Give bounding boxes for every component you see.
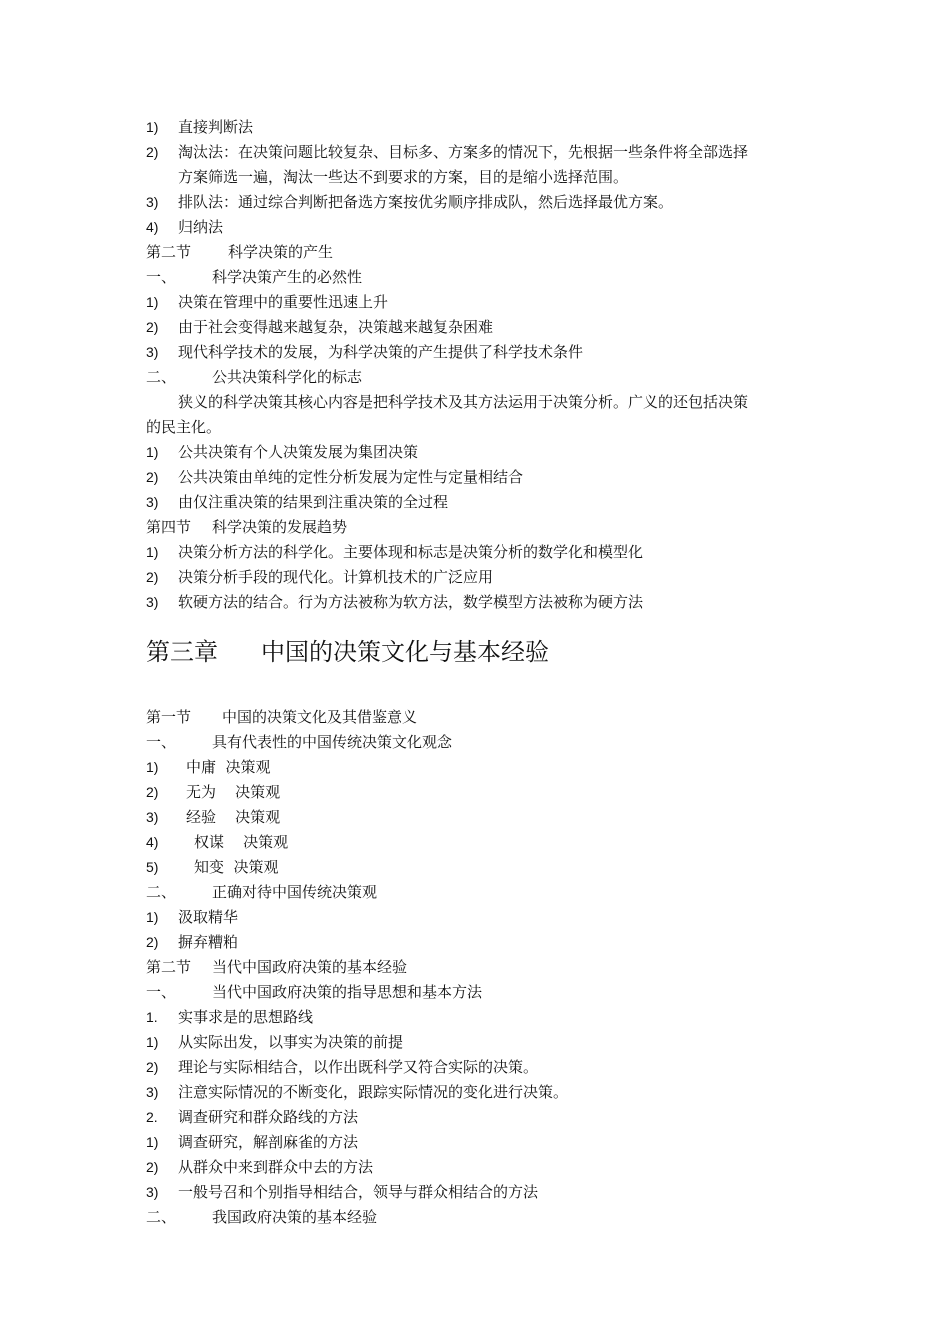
subsection-title: 科学决策产生的必然性 xyxy=(212,268,363,286)
list-item xyxy=(146,1030,816,1055)
paragraph-text: 的民主化。 xyxy=(146,418,222,436)
list-number: 1. xyxy=(146,1009,158,1025)
list-number: 1) xyxy=(146,119,159,135)
subsection-label: 二、 xyxy=(146,368,177,386)
section-title: 科学决策的发展趋势 xyxy=(212,518,348,536)
list-number: 3) xyxy=(146,594,159,610)
list-item xyxy=(146,1130,816,1155)
list-text: 调查研究和群众路线的方法 xyxy=(178,1108,359,1126)
subsection-label: 一、 xyxy=(146,733,177,751)
list-item xyxy=(146,805,816,830)
subsection-title: 具有代表性的中国传统决策文化观念 xyxy=(212,733,453,751)
list-item xyxy=(146,1180,816,1205)
list-text: 理论与实际相结合，以作出既科学又符合实际的决策。 xyxy=(178,1058,539,1076)
section-label: 第二节 xyxy=(146,243,192,261)
list-item xyxy=(146,490,816,515)
list-item xyxy=(146,315,816,340)
list-item xyxy=(146,465,816,490)
list-text: 公共决策有个人决策发展为集团决策 xyxy=(178,443,419,461)
list-text: 权谋 决策观 xyxy=(194,833,289,851)
list-text: 摒弃糟粕 xyxy=(178,933,239,951)
list-text: 直接判断法 xyxy=(178,118,254,136)
list-number: 3) xyxy=(146,344,159,360)
subsection-heading xyxy=(146,880,816,905)
list-text: 从群众中来到群众中去的方法 xyxy=(178,1158,374,1176)
list-item xyxy=(146,780,816,805)
list-number: 3) xyxy=(146,809,159,825)
list-number: 2) xyxy=(146,144,159,160)
list-item xyxy=(146,1055,816,1080)
list-text: 汲取精华 xyxy=(178,908,239,926)
list-item xyxy=(146,1080,816,1105)
list-item xyxy=(146,1105,816,1130)
list-text: 由于社会变得越来越复杂，决策越来越复杂困难 xyxy=(178,318,494,336)
list-number: 3) xyxy=(146,494,159,510)
list-number: 2) xyxy=(146,934,159,950)
list-number: 3) xyxy=(146,1084,159,1100)
section-heading xyxy=(146,705,816,730)
list-item xyxy=(146,215,816,240)
chapter-heading xyxy=(146,632,549,672)
subsection-heading xyxy=(146,980,816,1005)
list-item xyxy=(146,140,816,165)
subsection-label: 二、 xyxy=(146,883,177,901)
list-text: 注意实际情况的不断变化，跟踪实际情况的变化进行决策。 xyxy=(178,1083,569,1101)
section-heading xyxy=(146,515,816,540)
list-number: 1) xyxy=(146,1134,159,1150)
list-text: 软硬方法的结合。行为方法被称为软方法，数学模型方法被称为硬方法 xyxy=(178,593,644,611)
section-title: 科学决策的产生 xyxy=(228,243,334,261)
list-item xyxy=(146,565,816,590)
subsection-title: 我国政府决策的基本经验 xyxy=(212,1208,378,1226)
list-text: 中庸 决策观 xyxy=(186,758,271,776)
list-text: 调查研究，解剖麻雀的方法 xyxy=(178,1133,359,1151)
list-text: 淘汰法：在决策问题比较复杂、目标多、方案多的情况下，先根据一些条件将全部选择 xyxy=(178,143,749,161)
list-number: 1) xyxy=(146,909,159,925)
section-label: 第一节 xyxy=(146,708,192,726)
list-number: 2. xyxy=(146,1109,158,1125)
section-heading xyxy=(146,240,816,265)
list-item xyxy=(146,190,816,215)
list-number: 2) xyxy=(146,1059,159,1075)
list-number: 1) xyxy=(146,759,159,775)
list-item xyxy=(146,540,816,565)
list-text: 归纳法 xyxy=(178,218,224,236)
list-text: 经验 决策观 xyxy=(186,808,281,826)
list-number: 1) xyxy=(146,544,159,560)
list-number: 5) xyxy=(146,859,159,875)
section-label: 第二节 xyxy=(146,958,192,976)
list-number: 4) xyxy=(146,834,159,850)
subsection-title: 公共决策科学化的标志 xyxy=(212,368,363,386)
list-item xyxy=(146,115,816,140)
list-number: 2) xyxy=(146,569,159,585)
list-number: 4) xyxy=(146,219,159,235)
subsection-label: 一、 xyxy=(146,268,177,286)
list-text: 公共决策由单纯的定性分析发展为定性与定量相结合 xyxy=(178,468,524,486)
paragraph-line xyxy=(146,390,816,415)
list-text: 决策分析手段的现代化。计算机技术的广泛应用 xyxy=(178,568,494,586)
list-item xyxy=(146,930,816,955)
list-text: 排队法：通过综合判断把备选方案按优劣顺序排成队，然后选择最优方案。 xyxy=(178,193,674,211)
subsection-heading xyxy=(146,365,816,390)
list-text: 知变 决策观 xyxy=(194,858,279,876)
section-title: 中国的决策文化及其借鉴意义 xyxy=(222,708,418,726)
list-text: 无为 决策观 xyxy=(186,783,281,801)
list-text: 决策在管理中的重要性迅速上升 xyxy=(178,293,389,311)
paragraph-text: 狭义的科学决策其核心内容是把科学技术及其方法运用于决策分析。广义的还包括决策 xyxy=(178,393,749,411)
list-number: 2) xyxy=(146,319,159,335)
list-text: 由仅注重决策的结果到注重决策的全过程 xyxy=(178,493,449,511)
section-title: 当代中国政府决策的基本经验 xyxy=(212,958,408,976)
list-number: 1) xyxy=(146,444,159,460)
subsection-heading xyxy=(146,1205,816,1230)
list-text-continuation: 方案筛选一遍，淘汰一些达不到要求的方案，目的是缩小选择范围。 xyxy=(178,168,629,186)
list-text: 一般号召和个别指导相结合，领导与群众相结合的方法 xyxy=(178,1183,539,1201)
list-item xyxy=(146,290,816,315)
list-number: 1) xyxy=(146,1034,159,1050)
list-item xyxy=(146,440,816,465)
list-number: 1) xyxy=(146,294,159,310)
paragraph-line xyxy=(146,415,816,440)
list-item xyxy=(146,755,816,780)
list-item xyxy=(146,340,816,365)
list-number: 3) xyxy=(146,194,159,210)
list-text: 现代科学技术的发展，为科学决策的产生提供了科学技术条件 xyxy=(178,343,584,361)
list-number: 2) xyxy=(146,1159,159,1175)
list-item xyxy=(146,590,816,615)
list-number: 3) xyxy=(146,1184,159,1200)
list-item xyxy=(146,905,816,930)
list-item xyxy=(146,1005,816,1030)
list-item xyxy=(146,830,816,855)
list-number: 2) xyxy=(146,469,159,485)
section-label: 第四节 xyxy=(146,518,192,536)
subsection-title: 正确对待中国传统决策观 xyxy=(212,883,378,901)
subsection-heading xyxy=(146,730,816,755)
list-number: 2) xyxy=(146,784,159,800)
subsection-label: 二、 xyxy=(146,1208,177,1226)
subsection-title: 当代中国政府决策的指导思想和基本方法 xyxy=(212,983,483,1001)
subsection-label: 一、 xyxy=(146,983,177,1001)
list-item xyxy=(146,1155,816,1180)
list-text: 决策分析方法的科学化。主要体现和标志是决策分析的数学化和模型化 xyxy=(178,543,644,561)
section-heading xyxy=(146,955,816,980)
list-text: 实事求是的思想路线 xyxy=(178,1008,314,1026)
list-item xyxy=(146,855,816,880)
list-text: 从实际出发，以事实为决策的前提 xyxy=(178,1033,404,1051)
chapter-label: 第三章 xyxy=(146,638,218,666)
chapter-title: 中国的决策文化与基本经验 xyxy=(261,638,549,666)
subsection-heading xyxy=(146,265,816,290)
